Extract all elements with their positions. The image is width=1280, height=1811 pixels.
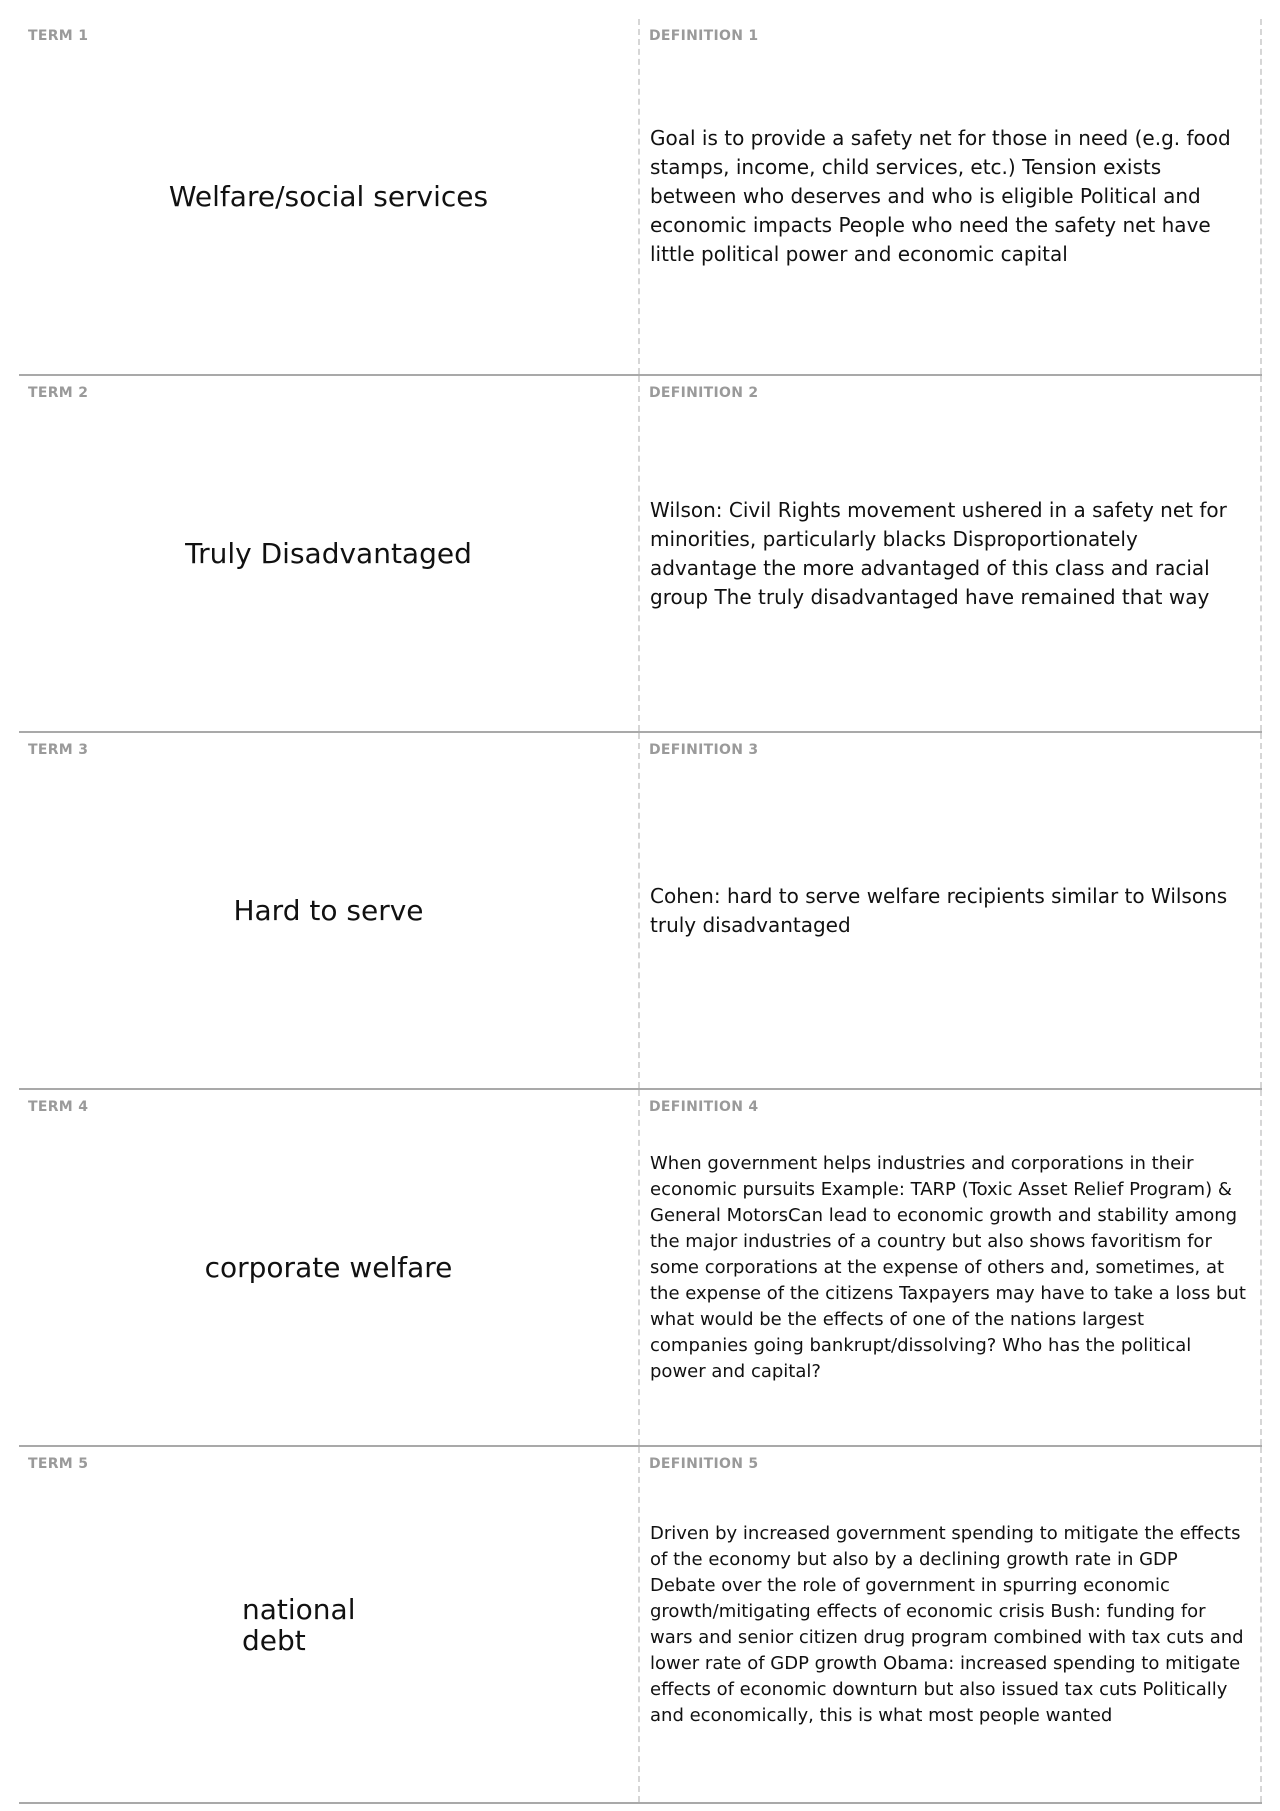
term-value: corporate welfare — [204, 1251, 453, 1284]
definition-label: DEFINITION 2 — [649, 385, 759, 401]
definition-value: When government helps industries and corporations in their economic pursuits Example: TARP (Toxic Asset Relief Program) & General MotorsCan lead to economic growth and stability among the major industries of a country but also shows favoritism for some corporations at the expense of others and, sometimes, at the expense of the citizens Taxpayers may have to take a loss but what would be the effects of one of the nations largest companies going bankrupt/dissolving? Who has the political power and capital? — [650, 1152, 1246, 1382]
term-label: TERM 3 — [28, 742, 89, 758]
term-text — [19, 1447, 638, 1802]
definition-cell — [640, 1090, 1262, 1445]
term-text — [19, 19, 638, 374]
term-label: TERM 1 — [28, 28, 89, 44]
definition-label: DEFINITION 3 — [649, 742, 759, 758]
term-cell — [19, 1447, 640, 1802]
term-cell — [19, 1090, 640, 1445]
definition-cell — [640, 19, 1262, 374]
flashcard-sheet — [19, 19, 1262, 1804]
term-value: national debt — [242, 1592, 356, 1657]
flashcard — [19, 1447, 1262, 1804]
definition-value: Cohen: hard to serve welfare recipients similar to Wilsons truly disadvantaged — [650, 883, 1228, 937]
term-value: Welfare/social services — [168, 180, 489, 213]
term-text — [19, 376, 638, 731]
flashcard — [19, 733, 1262, 1090]
definition-value: Driven by increased government spending to mitigate the effects of the economy but also by a declining growth rate in GDP Debate over the role of government in spurring economic growth/mitigating effects of economic crisis Bush: funding for wars and senior citizen drug program combined with tax cuts and lower rate of GDP growth Obama: increased spending to mitigate effects of economic downturn but also issued tax cuts Politically and economically, this is what most people wanted — [650, 1522, 1244, 1726]
term-label: TERM 2 — [28, 385, 89, 401]
term-label: TERM 4 — [28, 1099, 89, 1115]
definition-value: Goal is to provide a safety net for those in need (e.g. food stamps, income, child services, etc.) Tension exists between who deserves and who is eligible Political and economic impacts People who need the safety net have little political power and economic capital — [650, 126, 1231, 266]
definition-label: DEFINITION 4 — [649, 1099, 759, 1115]
term-text — [19, 733, 638, 1088]
definition-text — [650, 19, 1246, 374]
definition-label: DEFINITION 1 — [649, 28, 759, 44]
definition-text — [650, 733, 1246, 1088]
definition-cell — [640, 376, 1262, 731]
definition-text — [650, 1447, 1246, 1802]
flashcard — [19, 376, 1262, 733]
term-text — [19, 1090, 638, 1445]
definition-label: DEFINITION 5 — [649, 1456, 759, 1472]
term-cell — [19, 733, 640, 1088]
term-value: Hard to serve — [233, 894, 424, 927]
flashcard — [19, 19, 1262, 376]
definition-cell — [640, 733, 1262, 1088]
term-cell — [19, 376, 640, 731]
definition-value: Wilson: Civil Rights movement ushered in a safety net for minorities, particularly blacks Disproportionately advantage the more advantaged of this class and racial group The truly disadvantaged have remained that way — [650, 497, 1227, 609]
flashcard — [19, 1090, 1262, 1447]
term-value: Truly Disadvantaged — [185, 537, 472, 570]
term-cell — [19, 19, 640, 374]
definition-text — [650, 376, 1246, 731]
definition-text — [650, 1090, 1246, 1445]
definition-cell — [640, 1447, 1262, 1802]
term-label: TERM 5 — [28, 1456, 89, 1472]
